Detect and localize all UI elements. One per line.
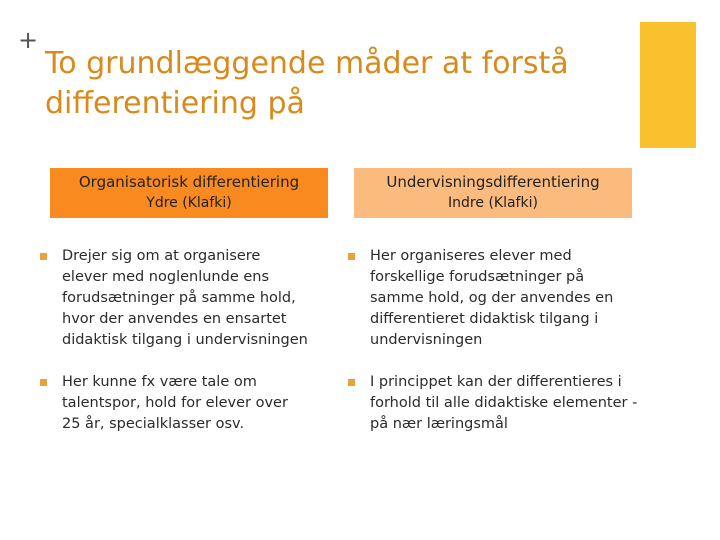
column-header-organisational [50, 168, 328, 218]
slide-title: To grundlæggende måder at forstå differentiering på [45, 46, 569, 121]
column-subheading: Ydre (Klafki) [146, 195, 232, 211]
column-heading: Organisatorisk differentiering [78, 173, 300, 191]
list-item-text: Her kunne fx være tale om talentspor, hold for elever over 25 år, specialklasser osv. [62, 374, 288, 432]
list-item [40, 372, 310, 435]
bullet-icon [40, 379, 47, 386]
bullet-icon [348, 379, 355, 386]
column-subheading: Indre (Klafki) [448, 195, 538, 211]
bullet-list-teaching [348, 246, 638, 435]
plus-icon: + [18, 26, 39, 54]
list-item-text: Her organiseres elever med forskellige forudsætninger på samme hold, og der anvendes en differentieret didaktisk tilgang i undervisningen [370, 248, 614, 348]
accent-bar [640, 22, 696, 148]
list-item-text: I princippet kan der differentieres i forhold til alle didaktiske elementer - på nær læringsmål [370, 374, 638, 432]
bullet-list-organisational [40, 246, 310, 435]
list-item [348, 246, 638, 351]
column-header-teaching [354, 168, 632, 218]
list-item-text: Drejer sig om at organisere elever med noglenlunde ens forudsætninger på samme hold, hvor der anvendes en ensartet didaktisk tilgang i undervisningen [62, 248, 308, 348]
bullet-icon [40, 253, 47, 260]
list-item [348, 372, 638, 435]
list-item [40, 246, 310, 351]
bullet-icon [348, 253, 355, 260]
column-heading: Undervisningsdifferentiering [386, 173, 600, 191]
